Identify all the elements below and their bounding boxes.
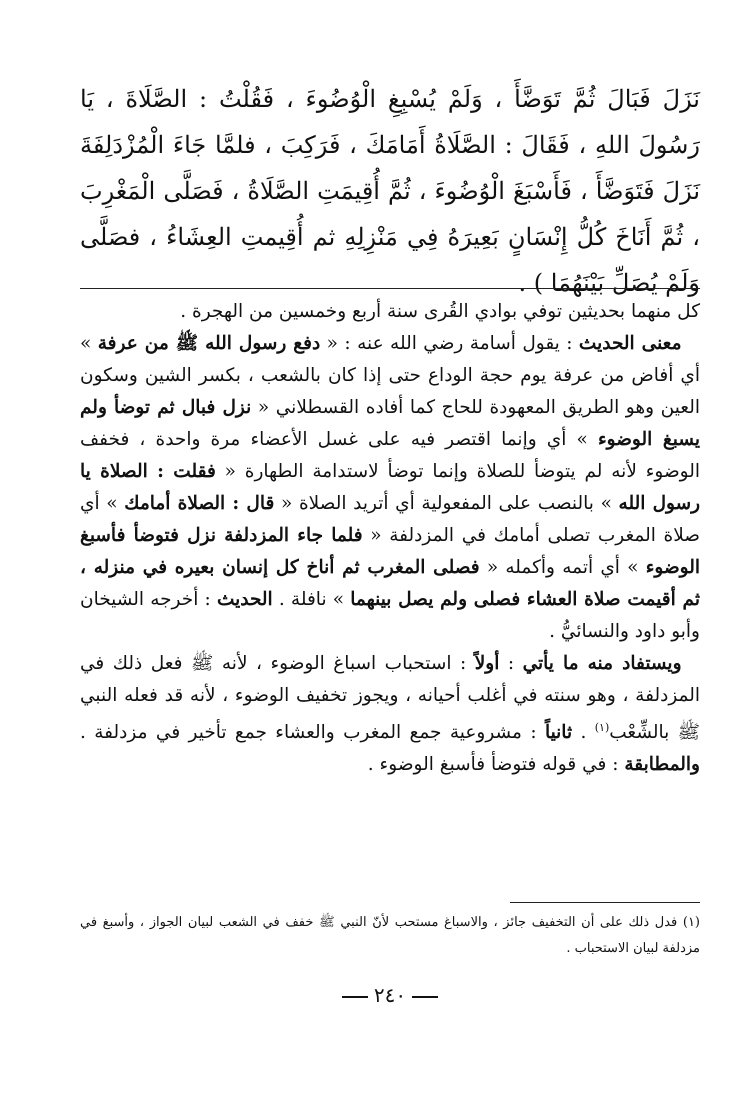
text-run: : (499, 653, 523, 674)
quote-bold: نزل فبال ثم توضأ ولم يسبغ الوضوء (80, 397, 700, 450)
text-run: : في قوله فتوضأ فأسبغ الوضوء . (367, 754, 625, 776)
text-run: » أي وإنما اقتصر فيه على غسل الأعضاء مرة واحدة ، فخفف الوضوء لأنه لم يتوضأ للصلاة وإنما توضأ لاستدامة الطهارة « (80, 429, 700, 482)
text-run: : أخرجه الشيخان وأبو داود والنسائيُّ . (80, 589, 700, 642)
commentary-paragraph-3 (80, 648, 700, 781)
narrator-note: كل منهما بحديثين توفي بوادي القُرى سنة أربع وخمسين من الهجرة . (180, 301, 700, 322)
commentary-section (80, 296, 700, 781)
hadith-text: نَزَلَ فَبَالَ ثُمَّ تَوَضَّأَ ، وَلَمْ يُسْبِغِ الْوُضُوءَ ، فَقُلْتُ : الصَّلَاةَ ، يَا رَسُولَ اللهِ ، فَقَالَ : الصَّلَاةُ أَمَامَكَ ، فَرَكِبَ ، فلمَّا جَاءَ الْمُزْدَلِفَةَ نَزَلَ فَتَوَضَّأَ ، فَأَسْبَغَ الْوُضُوءَ ، ثُمَّ أُقِيمَتِ الصَّلَاةُ ، فَصَلَّى الْمَغْرِبَ ، ثُمَّ أَنَاخَ كُلُّ إِنْسَانٍ بَعِيرَهُ فِي مَنْزِلِهِ ثم أُقِيمتِ العِشَاءُ ، فصَلَّى وَلَمْ يُصَلِّ بَيْنَهُمَا ) . (80, 85, 700, 297)
page-number-block (80, 983, 700, 1007)
text-run: » أي أتمه وأكمله « (479, 557, 646, 578)
dash-left (412, 996, 438, 998)
page (80, 0, 700, 1093)
quote-bold: دفع رسول الله ﷺ من عرفة (97, 333, 321, 354)
text-run: » أي أفاض من عرفة يوم حجة الوداع حتى إذا كان بالشعب ، بكسر الشين وسكون العين وهو الطريق المعهودة للحاج كما أفاده القسطلاني « (80, 333, 700, 418)
text-run: » نافلة . (272, 589, 351, 610)
commentary-paragraph-2 (80, 328, 700, 648)
text-run: : مشروعية جمع المغرب والعشاء جمع تأخير في مزدلفة . (80, 722, 545, 744)
section-heading-benefits: ويستفاد منه ما يأتي (522, 653, 682, 674)
footnote-rule (510, 902, 700, 903)
quote-bold: فصلى المغرب ثم أناخ كل إنسان بعيره في منزله ، ثم أقيمت صلاة العشاء فصلى ولم يصل بينهما (80, 557, 700, 610)
commentary-paragraph-1 (80, 296, 700, 328)
page-number: ٢٤٠ (373, 983, 407, 1007)
footnote: (١) فدل ذلك على أن التخفيف جائز ، والاسباغ مستحب لأنّ النبي ﷺ خفف في الشعب لبيان الجواز ، وأسبغ في مزدلفة لبيان الاستحباب . (80, 915, 700, 956)
separator-rule (80, 288, 700, 289)
quote-bold: قال : الصلاة أمامك (124, 493, 275, 514)
text-run: » أي صلاة المغرب تصلى أمامك في المزدلفة « (80, 493, 700, 546)
section-heading-meaning: معنى الحديث (578, 333, 682, 354)
point-label: أولاً (474, 653, 500, 674)
footnote-ref[interactable]: (١) (594, 721, 610, 734)
text-run: : استحباب اسباغ الوضوء ، لأنه ﷺ فعل ذلك في المزدلفة ، وهو سنته في أغلب أحيانه ، ويجوز تخفيف الوضوء ، لأنه قد فعله النبي ﷺ بالشِّعْب (80, 653, 700, 744)
quote-bold: فقلت : الصلاة يا رسول الله (80, 461, 701, 514)
point-label: والمطابقة (624, 754, 700, 776)
dash-right (342, 996, 368, 998)
text-run: » بالنصب على المفعولية أي أتريد الصلاة « (274, 493, 619, 514)
text-run: . (572, 722, 595, 744)
quote-bold: فلما جاء المزدلفة نزل فتوضأ فأسبغ الوضوء (80, 525, 700, 578)
point-label: ثانياً (544, 722, 573, 744)
text-run: : يقول أسامة رضي الله عنه : « (320, 333, 579, 354)
section-heading-hadith: الحديث (216, 589, 273, 610)
